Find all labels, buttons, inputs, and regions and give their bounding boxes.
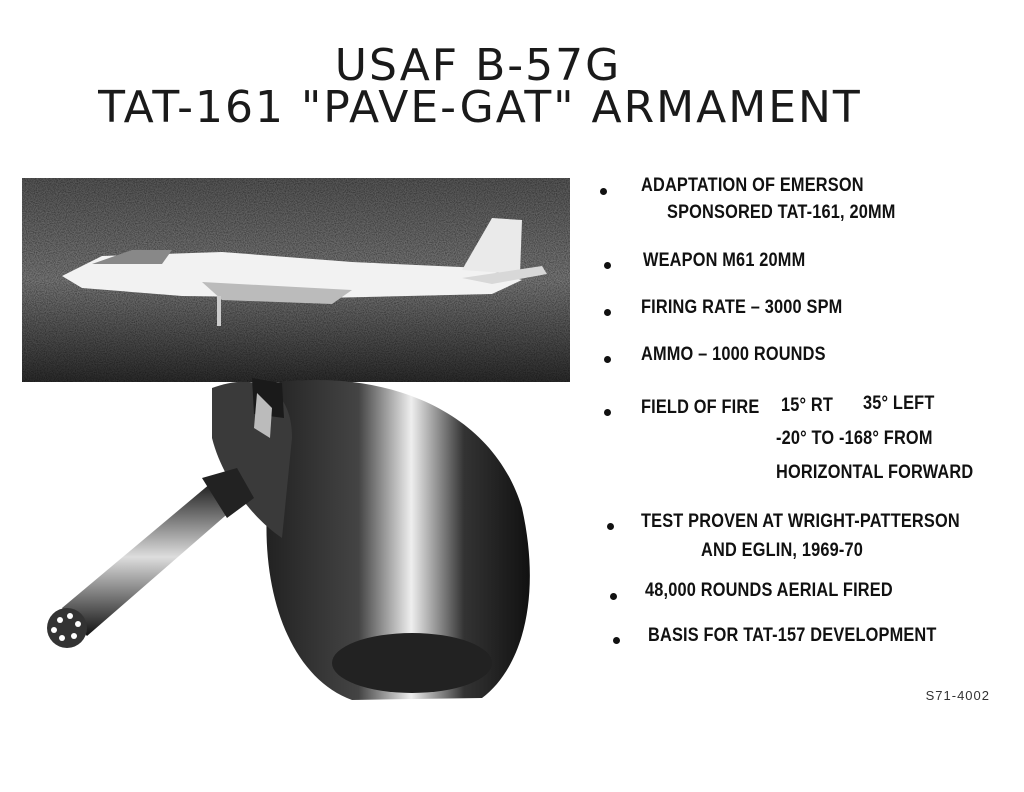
bullet-text: -20° TO -168° FROM bbox=[776, 428, 933, 449]
bullet-text: FIRING RATE – 3000 SPM bbox=[641, 297, 843, 318]
title-line-2: TAT-161 "PAVE-GAT" ARMAMENT bbox=[98, 82, 862, 133]
bullet-text: HORIZONTAL FORWARD bbox=[776, 462, 974, 483]
bullet-text: FIELD OF FIRE bbox=[641, 397, 760, 418]
bullet-text: AND EGLIN, 1969-70 bbox=[701, 540, 864, 561]
bullet-text: 48,000 ROUNDS AERIAL FIRED bbox=[645, 580, 893, 601]
bullet-text: SPONSORED TAT-161, 20MM bbox=[667, 202, 896, 223]
bullet-text: WEAPON M61 20MM bbox=[643, 250, 806, 271]
bullet-dot bbox=[613, 637, 620, 644]
title-line-1: USAF B-57G bbox=[334, 40, 622, 91]
bullet-text: BASIS FOR TAT-157 DEVELOPMENT bbox=[648, 625, 937, 646]
bullet-text: TEST PROVEN AT WRIGHT-PATTERSON bbox=[641, 511, 960, 532]
bullet-text: 15° RT bbox=[781, 395, 834, 416]
aircraft-photo bbox=[22, 178, 570, 382]
gatling-barrel-icon bbox=[47, 468, 254, 648]
aircraft-gun-photo bbox=[22, 178, 612, 708]
bullet-text: ADAPTATION OF EMERSON bbox=[641, 175, 864, 196]
bullet-text: AMMO – 1000 ROUNDS bbox=[641, 344, 826, 365]
document-code: S71-4002 bbox=[925, 688, 990, 703]
gun-turret-photo bbox=[47, 378, 530, 700]
bullet-text: 35° LEFT bbox=[863, 393, 935, 414]
